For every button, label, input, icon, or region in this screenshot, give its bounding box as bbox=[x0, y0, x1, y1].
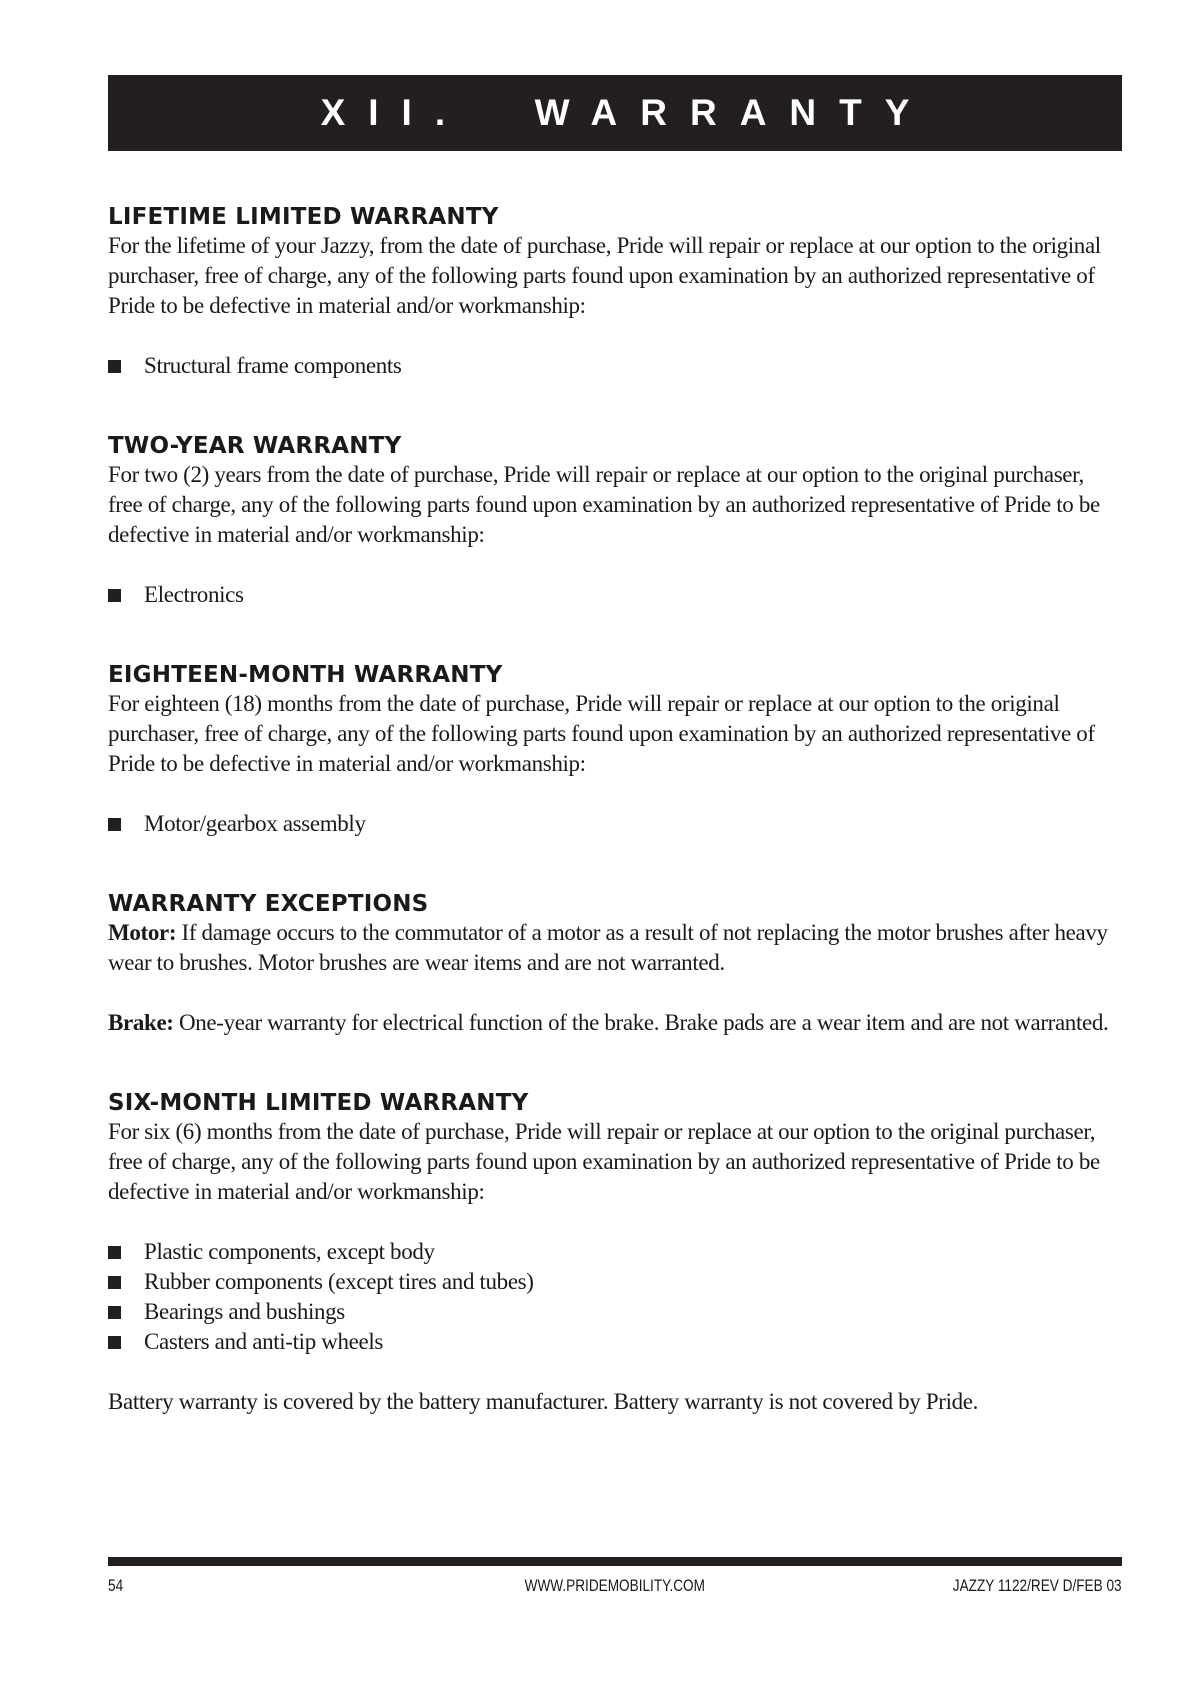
lifetime-warranty-section bbox=[108, 204, 1122, 381]
list-item-text: Electronics bbox=[144, 582, 244, 607]
bullet-square-icon bbox=[108, 360, 121, 373]
list-item-text: Structural frame components bbox=[144, 353, 402, 378]
footer-rule bbox=[108, 1557, 1122, 1566]
list-item bbox=[108, 1267, 1122, 1297]
section-body: For the lifetime of your Jazzy, from the date of purchase, Pride will repair or replace at our option to the original purchaser, free of charge, any of the following parts found upon examination by an authorized representative of Pride to be defective in material and/or workmanship: bbox=[108, 233, 1101, 318]
parts-list bbox=[108, 580, 1122, 610]
eighteen-month-warranty-section bbox=[108, 662, 1122, 839]
section-body: For two (2) years from the date of purchase, Pride will repair or replace at our option to the original purchaser, free of charge, any of the following parts found upon examination by an authorized representative of Pride to be defective in material and/or workmanship: bbox=[108, 462, 1100, 547]
page bbox=[108, 75, 1122, 1417]
brake-label: Brake: bbox=[108, 1010, 174, 1035]
section-banner bbox=[108, 75, 1122, 151]
parts-list bbox=[108, 1237, 1122, 1357]
six-month-warranty-section bbox=[108, 1090, 1122, 1417]
page-footer bbox=[108, 1576, 1122, 1602]
list-item bbox=[108, 580, 1122, 610]
banner-title: XII. WARRANTY bbox=[320, 92, 933, 133]
section-heading: TWO-YEAR WARRANTY bbox=[108, 433, 402, 459]
bullet-square-icon bbox=[108, 589, 121, 602]
bullet-square-icon bbox=[108, 818, 121, 831]
parts-list bbox=[108, 351, 1122, 381]
section-heading: EIGHTEEN-MONTH WARRANTY bbox=[108, 662, 503, 688]
section-heading: LIFETIME LIMITED WARRANTY bbox=[108, 204, 499, 230]
section-body: For eighteen (18) months from the date of purchase, Pride will repair or replace at our option to the original purchaser, free of charge, any of the following parts found upon examination by an authorized representative of Pride to be defective in material and/or workmanship: bbox=[108, 691, 1095, 776]
motor-label: Motor: bbox=[108, 920, 177, 945]
bullet-square-icon bbox=[108, 1276, 121, 1289]
page-number: 54 bbox=[108, 1576, 124, 1595]
list-item bbox=[108, 351, 1122, 381]
document-id: JAZZY 1122/REV D/FEB 03 bbox=[952, 1576, 1122, 1595]
list-item-text: Bearings and bushings bbox=[144, 1299, 345, 1324]
bullet-square-icon bbox=[108, 1246, 121, 1259]
list-item bbox=[108, 1327, 1122, 1357]
list-item-text: Motor/gearbox assembly bbox=[144, 811, 366, 836]
battery-note: Battery warranty is covered by the battery manufacturer. Battery warranty is not covered by Pride. bbox=[108, 1389, 979, 1414]
list-item-text: Rubber components (except tires and tubes) bbox=[144, 1269, 534, 1294]
list-item bbox=[108, 1297, 1122, 1327]
list-item-text: Plastic components, except body bbox=[144, 1239, 435, 1264]
brake-exception bbox=[108, 1008, 1122, 1038]
motor-exception bbox=[108, 918, 1122, 978]
warranty-exceptions-section bbox=[108, 891, 1122, 1038]
list-item bbox=[108, 809, 1122, 839]
motor-text: If damage occurs to the commutator of a motor as a result of not replacing the motor brushes after heavy wear to brushes. Motor brushes are wear items and are not warranted. bbox=[108, 920, 1108, 975]
two-year-warranty-section bbox=[108, 433, 1122, 610]
bullet-square-icon bbox=[108, 1306, 121, 1319]
parts-list bbox=[108, 809, 1122, 839]
section-heading: SIX-MONTH LIMITED WARRANTY bbox=[108, 1090, 529, 1116]
list-item-text: Casters and anti-tip wheels bbox=[144, 1329, 384, 1354]
bullet-square-icon bbox=[108, 1336, 121, 1349]
list-item bbox=[108, 1237, 1122, 1267]
section-heading: WARRANTY EXCEPTIONS bbox=[108, 891, 429, 917]
section-body: For six (6) months from the date of purchase, Pride will repair or replace at our option to the original purchaser, free of charge, any of the following parts found upon examination by an authorized representative of Pride to be defective in material and/or workmanship: bbox=[108, 1119, 1100, 1204]
website-link[interactable]: WWW.PRIDEMOBILITY.COM bbox=[524, 1576, 705, 1595]
brake-text: One-year warranty for electrical function of the brake. Brake pads are a wear item and are not warranted. bbox=[173, 1010, 1109, 1035]
